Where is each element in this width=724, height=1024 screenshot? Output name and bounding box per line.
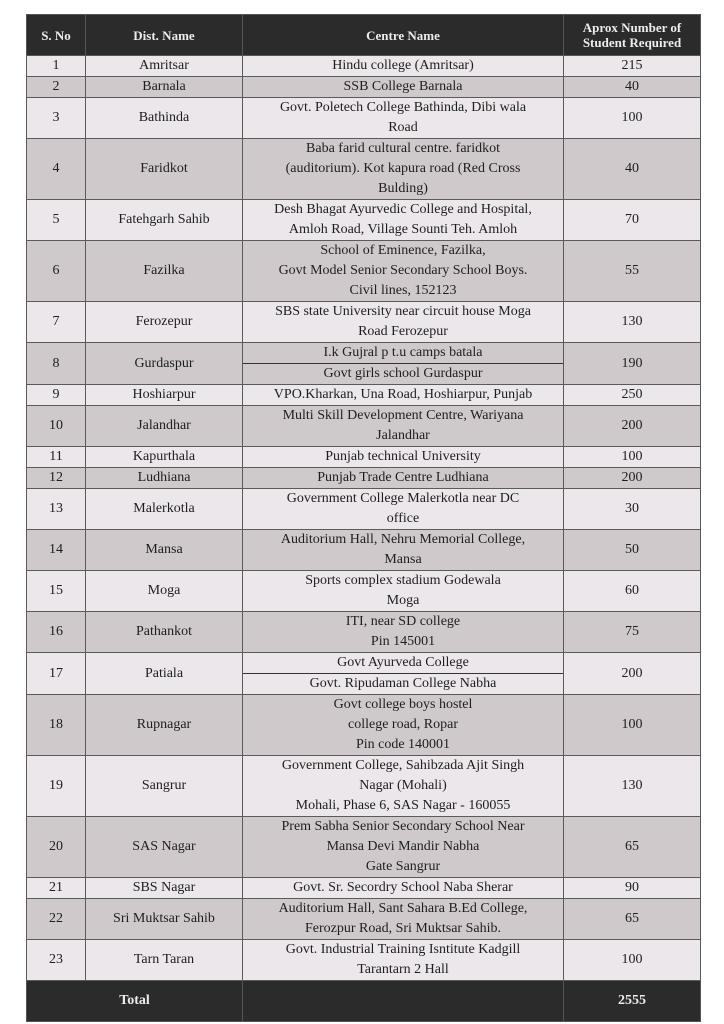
centre-name-cell bbox=[243, 302, 564, 343]
centre-text-line: office bbox=[386, 511, 420, 526]
serial-number-cell: 2 bbox=[27, 77, 86, 98]
serial-number-cell: 1 bbox=[27, 56, 86, 77]
student-count-cell: 40 bbox=[564, 77, 701, 98]
centre-entry bbox=[243, 940, 563, 980]
student-requirement-document bbox=[26, 14, 700, 1022]
student-count-cell: 200 bbox=[564, 468, 701, 489]
centre-entry bbox=[243, 200, 563, 240]
student-count-cell: 100 bbox=[564, 695, 701, 756]
centre-text-line: Punjab Trade Centre Ludhiana bbox=[317, 470, 489, 485]
table-row bbox=[27, 98, 701, 139]
district-name-cell: SAS Nagar bbox=[86, 817, 243, 878]
student-count-cell: 70 bbox=[564, 200, 701, 241]
centre-text-line: Gate Sangrur bbox=[365, 859, 441, 874]
serial-number-cell: 10 bbox=[27, 406, 86, 447]
serial-number-cell: 8 bbox=[27, 343, 86, 385]
centre-text-line: Auditorium Hall, Sant Sahara B.Ed College, bbox=[278, 901, 528, 916]
centre-name-cell bbox=[243, 695, 564, 756]
serial-number-cell: 17 bbox=[27, 653, 86, 695]
table-row bbox=[27, 756, 701, 817]
centre-name-cell bbox=[243, 489, 564, 530]
header-student-count bbox=[564, 15, 701, 56]
centre-entry bbox=[243, 571, 563, 611]
serial-number-cell: 13 bbox=[27, 489, 86, 530]
centre-text-line: Govt Ayurveda College bbox=[337, 655, 469, 670]
total-row bbox=[27, 981, 701, 1022]
serial-number-cell: 14 bbox=[27, 530, 86, 571]
table-row bbox=[27, 56, 701, 77]
centre-name-cell bbox=[243, 756, 564, 817]
table-row bbox=[27, 612, 701, 653]
centre-name-cell bbox=[243, 406, 564, 447]
centre-text-line: Road bbox=[388, 120, 418, 135]
centre-text-line: Road Ferozepur bbox=[358, 324, 448, 339]
centre-text-line: Mansa Devi Mandir Nabha bbox=[326, 839, 480, 854]
centre-text-line: Ferozpur Road, Sri Muktsar Sahib. bbox=[305, 921, 501, 936]
centre-entry bbox=[243, 56, 563, 76]
serial-number-cell: 23 bbox=[27, 940, 86, 981]
centre-text-line: Govt. Ripudaman College Nabha bbox=[309, 676, 497, 691]
centre-text-line: Amloh Road, Village Sounti Teh. Amloh bbox=[288, 222, 518, 237]
centre-entry bbox=[243, 674, 563, 694]
centre-text-line: Moga bbox=[386, 593, 420, 608]
student-count-cell: 250 bbox=[564, 385, 701, 406]
student-count-cell: 50 bbox=[564, 530, 701, 571]
centre-text-line: Hindu college (Amritsar) bbox=[332, 58, 474, 73]
centre-entry bbox=[243, 468, 563, 488]
centre-text-line: VPO.Kharkan, Una Road, Hoshiarpur, Punjab bbox=[273, 387, 533, 402]
serial-number-cell: 12 bbox=[27, 468, 86, 489]
table-row bbox=[27, 468, 701, 489]
centre-text-line: Government College, Sahibzada Ajit Singh bbox=[281, 758, 525, 773]
centre-entry bbox=[243, 343, 563, 364]
centre-text-line: Auditorium Hall, Nehru Memorial College, bbox=[280, 532, 526, 547]
student-count-cell: 215 bbox=[564, 56, 701, 77]
serial-number-cell: 3 bbox=[27, 98, 86, 139]
district-name-cell: Rupnagar bbox=[86, 695, 243, 756]
student-count-cell: 130 bbox=[564, 756, 701, 817]
centre-text-line: I.k Gujral p t.u camps batala bbox=[323, 345, 483, 360]
district-name-cell: Patiala bbox=[86, 653, 243, 695]
header-centre-name: Centre Name bbox=[243, 15, 564, 56]
table-row bbox=[27, 302, 701, 343]
student-count-cell: 100 bbox=[564, 447, 701, 468]
centre-text-line: Govt Model Senior Secondary School Boys. bbox=[278, 263, 528, 278]
district-name-cell: Fatehgarh Sahib bbox=[86, 200, 243, 241]
district-name-cell: Sri Muktsar Sahib bbox=[86, 899, 243, 940]
centre-text-line: School of Eminence, Fazilka, bbox=[320, 243, 486, 258]
district-name-cell: Fazilka bbox=[86, 241, 243, 302]
centre-name-cell bbox=[243, 878, 564, 899]
table-row bbox=[27, 695, 701, 756]
centre-entry bbox=[243, 817, 563, 877]
centre-text-line: Govt. Poletech College Bathinda, Dibi wala bbox=[279, 100, 527, 115]
centre-text-line: Nagar (Mohali) bbox=[359, 778, 447, 793]
centre-text-line: Civil lines, 152123 bbox=[349, 283, 457, 298]
centre-entry bbox=[243, 489, 563, 529]
header-count-line2: Student Required bbox=[582, 35, 682, 50]
centre-entry bbox=[243, 139, 563, 199]
student-count-cell: 200 bbox=[564, 406, 701, 447]
centre-name-cell bbox=[243, 612, 564, 653]
student-count-cell: 200 bbox=[564, 653, 701, 695]
district-name-cell: Gurdaspur bbox=[86, 343, 243, 385]
district-name-cell: Amritsar bbox=[86, 56, 243, 77]
student-count-cell: 30 bbox=[564, 489, 701, 530]
student-count-cell: 90 bbox=[564, 878, 701, 899]
centre-name-cell bbox=[243, 530, 564, 571]
centre-text-line: Prem Sabha Senior Secondary School Near bbox=[281, 819, 525, 834]
district-name-cell: Kapurthala bbox=[86, 447, 243, 468]
centre-name-cell bbox=[243, 571, 564, 612]
district-name-cell: Mansa bbox=[86, 530, 243, 571]
student-count-cell: 190 bbox=[564, 343, 701, 385]
centre-name-cell bbox=[243, 139, 564, 200]
student-count-cell: 100 bbox=[564, 98, 701, 139]
table-row bbox=[27, 200, 701, 241]
centre-text-line: Govt college boys hostel bbox=[333, 697, 473, 712]
centre-name-cell bbox=[243, 241, 564, 302]
district-name-cell: Tarn Taran bbox=[86, 940, 243, 981]
centre-name-cell bbox=[243, 817, 564, 878]
serial-number-cell: 22 bbox=[27, 899, 86, 940]
table-row bbox=[27, 653, 701, 695]
centre-name-cell bbox=[243, 447, 564, 468]
centre-text-line: Mansa bbox=[384, 552, 422, 567]
table-row bbox=[27, 241, 701, 302]
centre-name-cell bbox=[243, 343, 564, 385]
centre-entry bbox=[243, 695, 563, 755]
serial-number-cell: 5 bbox=[27, 200, 86, 241]
table-row bbox=[27, 899, 701, 940]
district-name-cell: Moga bbox=[86, 571, 243, 612]
centre-text-line: Pin code 140001 bbox=[355, 737, 451, 752]
centre-entry bbox=[243, 77, 563, 97]
centre-entry bbox=[243, 756, 563, 816]
centre-entry bbox=[243, 385, 563, 405]
table-row bbox=[27, 530, 701, 571]
centre-name-cell bbox=[243, 653, 564, 695]
serial-number-cell: 11 bbox=[27, 447, 86, 468]
centre-name-cell bbox=[243, 77, 564, 98]
student-count-cell: 65 bbox=[564, 899, 701, 940]
student-count-cell: 130 bbox=[564, 302, 701, 343]
table-row bbox=[27, 139, 701, 200]
serial-number-cell: 15 bbox=[27, 571, 86, 612]
centre-text-line: Govt. Sr. Secordry School Naba Sherar bbox=[293, 880, 513, 895]
centre-text-line: SBS state University near circuit house Moga bbox=[275, 304, 531, 319]
header-count-line1: Aprox Number of bbox=[582, 20, 682, 35]
centre-name-cell bbox=[243, 940, 564, 981]
serial-number-cell: 16 bbox=[27, 612, 86, 653]
district-name-cell: Sangrur bbox=[86, 756, 243, 817]
table-row bbox=[27, 447, 701, 468]
total-label: Total bbox=[27, 981, 243, 1022]
centre-text-line: Government College Malerkotla near DC bbox=[286, 491, 520, 506]
serial-number-cell: 7 bbox=[27, 302, 86, 343]
table-row bbox=[27, 385, 701, 406]
centre-text-line: Desh Bhagat Ayurvedic College and Hospital, bbox=[274, 202, 532, 217]
centre-text-line: ITI, near SD college bbox=[345, 614, 461, 629]
student-count-cell: 100 bbox=[564, 940, 701, 981]
student-count-cell: 55 bbox=[564, 241, 701, 302]
student-count-cell: 75 bbox=[564, 612, 701, 653]
centre-text-line: Tarantarn 2 Hall bbox=[357, 962, 449, 977]
table-row bbox=[27, 878, 701, 899]
table-row bbox=[27, 817, 701, 878]
district-name-cell: Ferozepur bbox=[86, 302, 243, 343]
district-name-cell: Hoshiarpur bbox=[86, 385, 243, 406]
table-header-row bbox=[27, 15, 701, 56]
header-sno: S. No bbox=[27, 15, 86, 56]
student-count-cell: 40 bbox=[564, 139, 701, 200]
centre-name-cell bbox=[243, 98, 564, 139]
centre-name-cell bbox=[243, 468, 564, 489]
centre-text-line: Sports complex stadium Godewala bbox=[305, 573, 501, 588]
table-row bbox=[27, 489, 701, 530]
centre-entry bbox=[243, 878, 563, 898]
centre-entry bbox=[243, 530, 563, 570]
serial-number-cell: 18 bbox=[27, 695, 86, 756]
centre-entry bbox=[243, 406, 563, 446]
serial-number-cell: 4 bbox=[27, 139, 86, 200]
centre-text-line: Baba farid cultural centre. faridkot bbox=[306, 141, 500, 156]
centre-text-line: Govt girls school Gurdaspur bbox=[323, 366, 483, 381]
table-row bbox=[27, 571, 701, 612]
serial-number-cell: 20 bbox=[27, 817, 86, 878]
district-centre-table bbox=[26, 14, 701, 1022]
centre-text-line: college road, Ropar bbox=[347, 717, 458, 732]
centre-text-line: (auditorium). Kot kapura road (Red Cross bbox=[285, 161, 521, 176]
centre-name-cell bbox=[243, 899, 564, 940]
district-name-cell: Jalandhar bbox=[86, 406, 243, 447]
centre-text-line: Pin 145001 bbox=[370, 634, 436, 649]
centre-text-line: Bulding) bbox=[378, 181, 428, 196]
centre-entry bbox=[243, 302, 563, 342]
table-body bbox=[27, 56, 701, 981]
district-name-cell: SBS Nagar bbox=[86, 878, 243, 899]
centre-entry bbox=[243, 241, 563, 301]
centre-entry bbox=[243, 612, 563, 652]
centre-entry bbox=[243, 653, 563, 674]
total-count: 2555 bbox=[564, 981, 701, 1022]
centre-text-line: Punjab technical University bbox=[325, 449, 481, 464]
centre-text-line: Mohali, Phase 6, SAS Nagar - 160055 bbox=[295, 798, 511, 813]
centre-entry bbox=[243, 899, 563, 939]
centre-entry bbox=[243, 98, 563, 138]
district-name-cell: Malerkotla bbox=[86, 489, 243, 530]
district-name-cell: Bathinda bbox=[86, 98, 243, 139]
table-row bbox=[27, 343, 701, 385]
header-dist-name: Dist. Name bbox=[86, 15, 243, 56]
serial-number-cell: 21 bbox=[27, 878, 86, 899]
student-count-cell: 60 bbox=[564, 571, 701, 612]
district-name-cell: Barnala bbox=[86, 77, 243, 98]
total-centre bbox=[243, 981, 564, 1022]
table-row bbox=[27, 940, 701, 981]
centre-entry bbox=[243, 447, 563, 467]
centre-name-cell bbox=[243, 56, 564, 77]
table-row bbox=[27, 77, 701, 98]
student-count-cell: 65 bbox=[564, 817, 701, 878]
serial-number-cell: 9 bbox=[27, 385, 86, 406]
centre-text-line: Govt. Industrial Training Isntitute Kadgill bbox=[285, 942, 521, 957]
centre-name-cell bbox=[243, 200, 564, 241]
centre-entry bbox=[243, 364, 563, 384]
serial-number-cell: 19 bbox=[27, 756, 86, 817]
centre-text-line: Jalandhar bbox=[376, 428, 430, 443]
district-name-cell: Ludhiana bbox=[86, 468, 243, 489]
centre-name-cell bbox=[243, 385, 564, 406]
table-row bbox=[27, 406, 701, 447]
district-name-cell: Pathankot bbox=[86, 612, 243, 653]
centre-text-line: SSB College Barnala bbox=[343, 79, 463, 94]
district-name-cell: Faridkot bbox=[86, 139, 243, 200]
serial-number-cell: 6 bbox=[27, 241, 86, 302]
centre-text-line: Multi Skill Development Centre, Wariyana bbox=[282, 408, 524, 423]
